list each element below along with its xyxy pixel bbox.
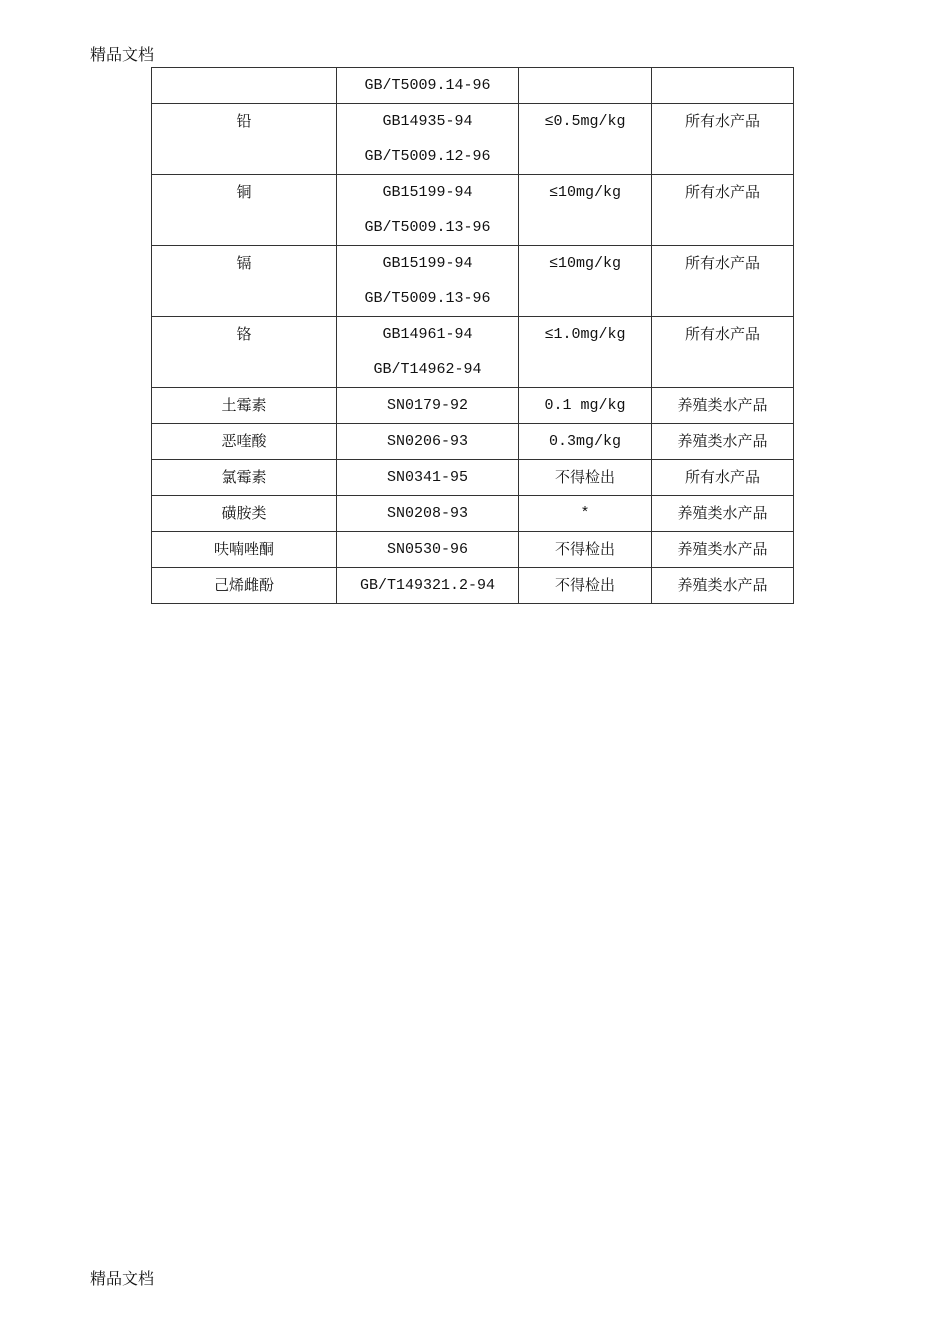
limit-cell: *: [519, 496, 652, 532]
table-row: [152, 496, 794, 532]
method-standard: GB/T5009.12-96: [364, 148, 491, 165]
page-header: 精品文档: [90, 45, 155, 64]
item-cell: 铜: [152, 175, 337, 246]
scope-cell: 所有水产品: [652, 175, 794, 246]
item-cell: 土霉素: [152, 388, 337, 424]
method-standard: GB14961-94: [382, 326, 473, 343]
scope-cell: 所有水产品: [652, 104, 794, 175]
method-standard: GB/T14962-94: [373, 361, 482, 378]
method-standard: SN0530-96: [386, 541, 468, 558]
limit-cell: ≤10mg/kg: [519, 175, 652, 246]
scope-cell: 养殖类水产品: [652, 532, 794, 568]
method-cell: [337, 68, 519, 104]
page-footer: 精品文档: [90, 1269, 155, 1288]
method-standard: GB/T5009.13-96: [364, 219, 491, 236]
item-cell: 己烯雌酚: [152, 568, 337, 604]
table-row: [152, 104, 794, 175]
table-row: [152, 568, 794, 604]
scope-cell: 养殖类水产品: [652, 424, 794, 460]
scope-cell: 所有水产品: [652, 460, 794, 496]
method-cell: [337, 317, 519, 388]
limit-cell: ≤10mg/kg: [519, 246, 652, 317]
item-cell: 镉: [152, 246, 337, 317]
limit-cell: 0.1 mg/kg: [519, 388, 652, 424]
scope-cell: 养殖类水产品: [652, 568, 794, 604]
scope-cell: 养殖类水产品: [652, 496, 794, 532]
limit-cell: ≤1.0mg/kg: [519, 317, 652, 388]
method-standard: SN0208-93: [386, 505, 468, 522]
method-standard: SN0341-95: [386, 469, 468, 486]
table-row: [152, 317, 794, 388]
residue-standards-table: [151, 67, 794, 604]
method-standard: GB/T5009.13-96: [364, 290, 491, 307]
method-standard: SN0206-93: [386, 433, 468, 450]
method-standard: GB/T5009.14-96: [364, 77, 491, 94]
item-cell: 呋喃唑酮: [152, 532, 337, 568]
item-cell: [152, 68, 337, 104]
scope-cell: 养殖类水产品: [652, 388, 794, 424]
limit-cell: 不得检出: [519, 532, 652, 568]
item-cell: 氯霉素: [152, 460, 337, 496]
method-cell: [337, 424, 519, 460]
method-cell: [337, 460, 519, 496]
limit-cell: ≤0.5mg/kg: [519, 104, 652, 175]
table-row: [152, 388, 794, 424]
scope-cell: 所有水产品: [652, 246, 794, 317]
method-standard: GB15199-94: [382, 184, 473, 201]
limit-cell: [519, 68, 652, 104]
method-cell: [337, 496, 519, 532]
item-cell: 磺胺类: [152, 496, 337, 532]
table-row: [152, 532, 794, 568]
method-standard: GB15199-94: [382, 255, 473, 272]
method-cell: [337, 104, 519, 175]
method-cell: [337, 568, 519, 604]
method-cell: [337, 246, 519, 317]
limit-cell: 不得检出: [519, 568, 652, 604]
method-cell: [337, 388, 519, 424]
item-cell: 恶喹酸: [152, 424, 337, 460]
table-row: [152, 424, 794, 460]
limit-cell: 不得检出: [519, 460, 652, 496]
item-cell: 铅: [152, 104, 337, 175]
table-row: [152, 175, 794, 246]
method-cell: [337, 532, 519, 568]
table-row: [152, 68, 794, 104]
method-standard: GB14935-94: [382, 113, 473, 130]
scope-cell: 所有水产品: [652, 317, 794, 388]
item-cell: 铬: [152, 317, 337, 388]
method-standard: GB/T149321.2-94: [359, 577, 496, 594]
table-row: [152, 246, 794, 317]
method-standard: SN0179-92: [386, 397, 468, 414]
method-cell: [337, 175, 519, 246]
limit-cell: 0.3mg/kg: [519, 424, 652, 460]
table-row: [152, 460, 794, 496]
scope-cell: [652, 68, 794, 104]
